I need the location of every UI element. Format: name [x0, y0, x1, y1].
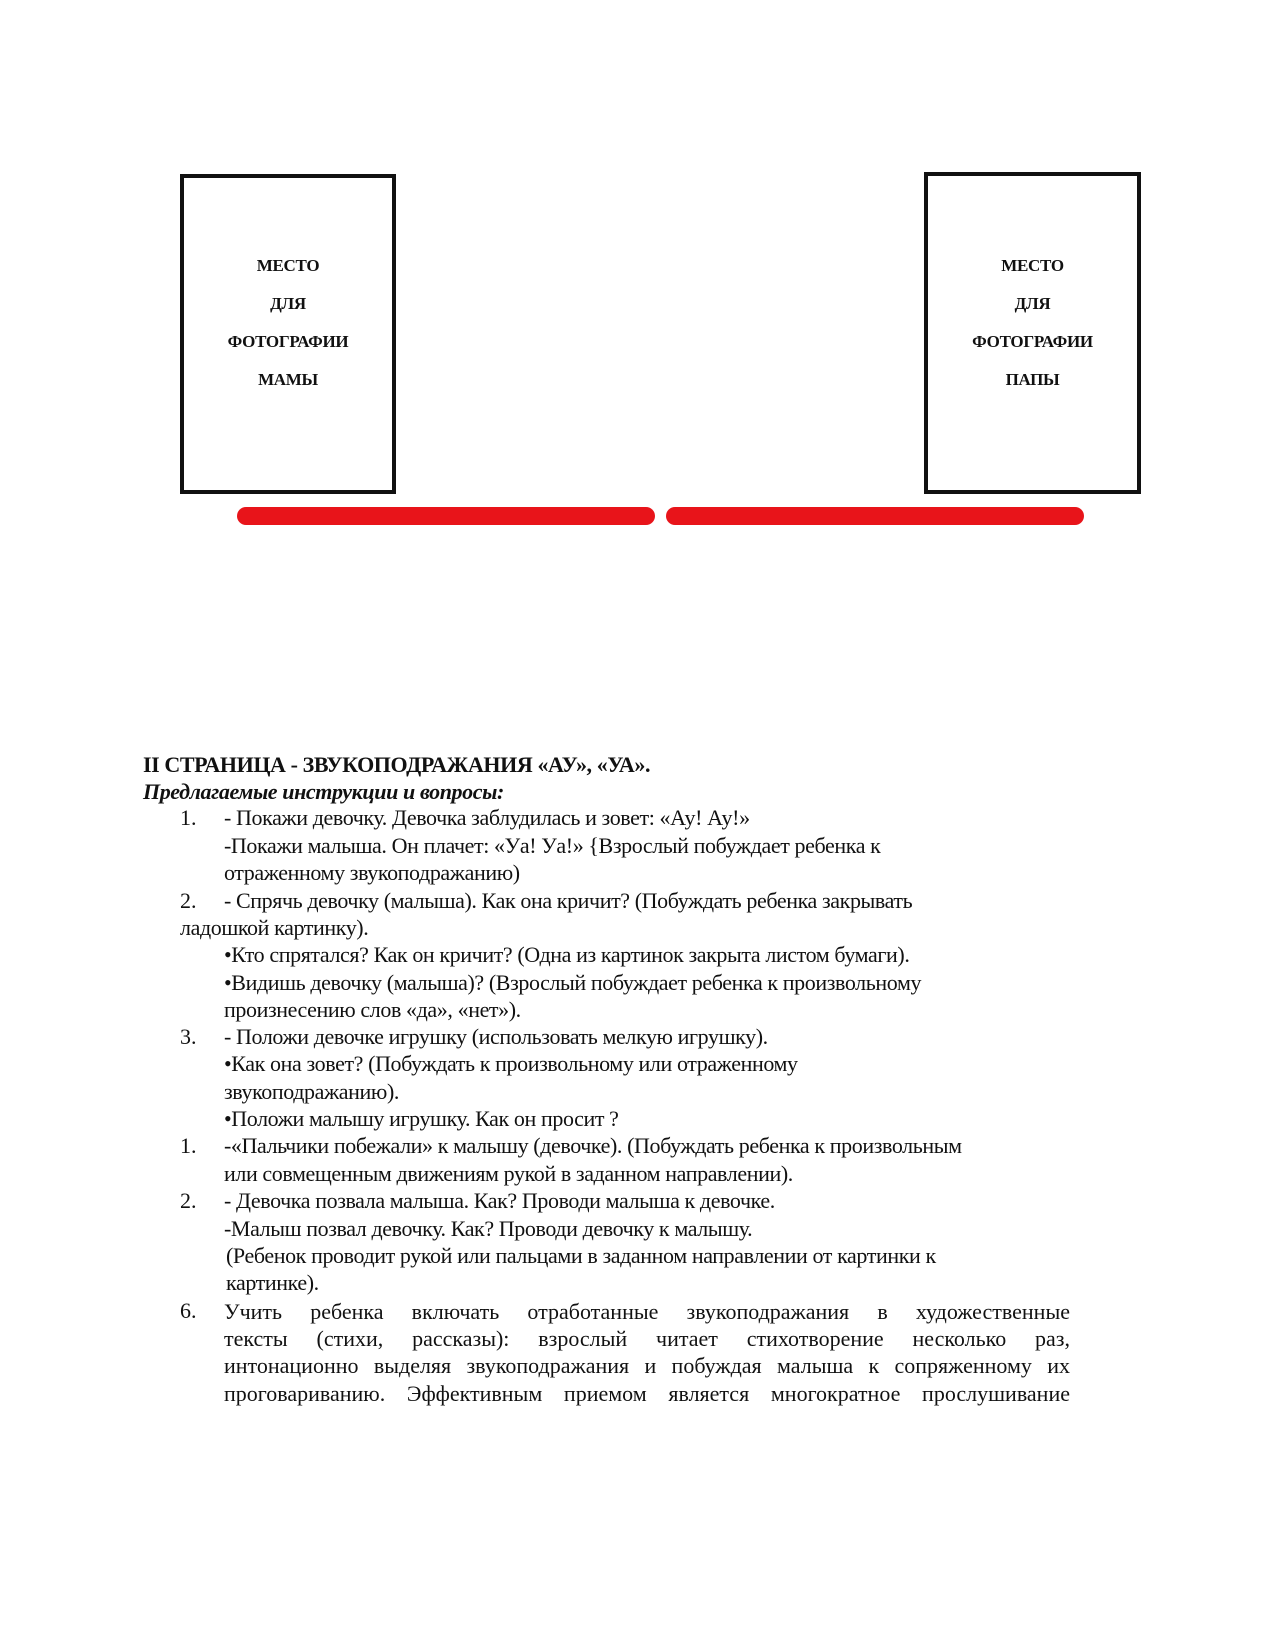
photo-label: МАМЫ — [258, 370, 318, 389]
list-item-text: или совмещенным движениям рукой в заданном направлении). — [224, 1161, 793, 1186]
list-item-text: картинке). — [226, 1270, 319, 1295]
list-item-text: ладошкой картинку). — [180, 915, 369, 940]
list-item-text: тексты (стихи, рассказы): взрослый читает стихотворение несколько раз, — [224, 1326, 1070, 1351]
list-item-text: Учить ребенка включать отработанные звукоподражания в художественные — [224, 1299, 1070, 1324]
mom-photo-placeholder — [180, 174, 396, 494]
photo-label: ПАПЫ — [1005, 370, 1060, 389]
list-item-text: отраженному звукоподражанию) — [224, 860, 520, 885]
section-subheading: Предлагаемые инструкции и вопросы: — [143, 779, 504, 804]
photo-label: ФОТОГРАФИИ — [227, 332, 349, 351]
list-number: 2. — [180, 888, 197, 913]
list-item-text: проговариванию. Эффективным приемом является многократное прослушивание — [224, 1381, 1070, 1406]
list-item-text: - Положи девочке игрушку (использовать мелкую игрушку). — [224, 1024, 768, 1049]
list-number: 2. — [180, 1188, 197, 1213]
list-item-text: •Видишь девочку (малыша)? (Взрослый побуждает ребенка к произвольному — [224, 970, 922, 995]
list-item-text: - Покажи девочку. Девочка заблудилась и зовет: «Ау! Ау!» — [224, 805, 750, 830]
dad-photo-placeholder — [924, 172, 1141, 494]
list-number: 1. — [180, 1133, 197, 1158]
list-item-text: •Как она зовет? (Побуждать к произвольному или отраженному — [224, 1051, 798, 1076]
list-number: 1. — [180, 805, 197, 830]
list-item-text: -Покажи малыша. Он плачет: «Уа! Уа!» {Взрослый побуждает ребенка к — [224, 833, 881, 858]
list-item-text: •Положи малышу игрушку. Как он просит ? — [224, 1106, 619, 1131]
list-item-text: -Малыш позвал девочку. Как? Проводи девочку к малышу. — [224, 1216, 753, 1241]
list-item-text: -«Пальчики побежали» к малышу (девочке). (Побуждать ребенка к произвольным — [224, 1133, 962, 1158]
list-item-text: - Спрячь девочку (малыша). Как она кричит? (Побуждать ребенка закрывать — [224, 888, 913, 913]
photo-label: ФОТОГРАФИИ — [972, 332, 1093, 351]
photo-label: МЕСТО — [1001, 256, 1064, 275]
list-item-text: произнесению слов «да», «нет»). — [224, 997, 521, 1022]
list-number: 3. — [180, 1024, 197, 1049]
photo-label: МЕСТО — [256, 256, 320, 275]
list-item-text: (Ребенок проводит рукой или пальцами в заданном направлении от картинки к — [226, 1243, 936, 1268]
red-line-right — [666, 507, 1084, 525]
list-item-text: звукоподражанию). — [224, 1079, 399, 1104]
list-item-text: •Кто спрятался? Как он кричит? (Одна из картинок закрыта листом бумаги). — [224, 942, 910, 967]
list-item-text: интонационно выделяя звукоподражания и побуждая малыша к сопряженному их — [224, 1353, 1070, 1378]
photo-label: ДЛЯ — [270, 294, 306, 313]
photo-label: ДЛЯ — [1014, 294, 1051, 313]
list-item-text: - Девочка позвала малыша. Как? Проводи малыша к девочке. — [224, 1188, 775, 1213]
red-line-left — [237, 507, 655, 525]
list-number: 6. — [180, 1298, 197, 1323]
section-heading: II СТРАНИЦА - ЗВУКОПОДРАЖАНИЯ «АУ», «УА». — [143, 752, 651, 777]
